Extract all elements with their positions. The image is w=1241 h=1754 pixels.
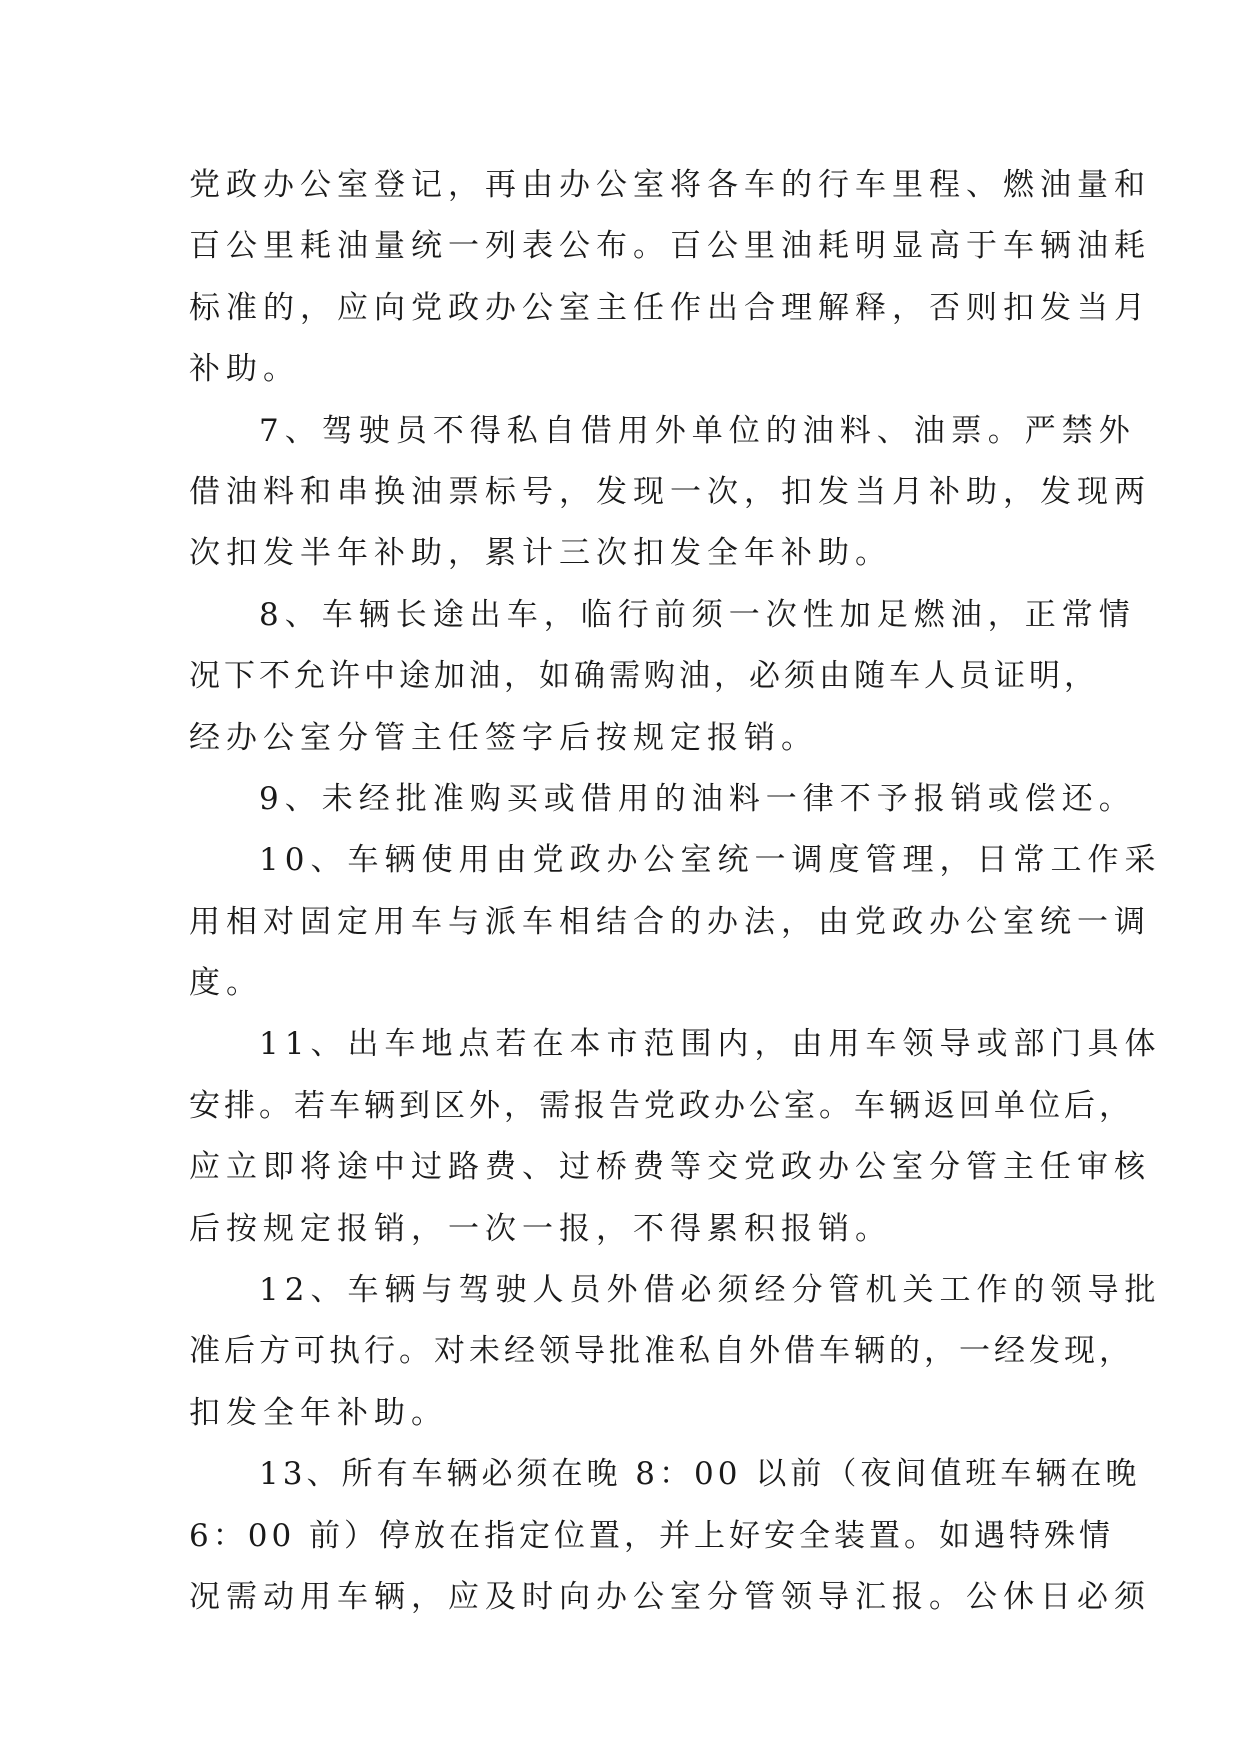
text-line: 用相对固定用车与派车相结合的办法，由党政办公室统一调 bbox=[189, 903, 1151, 940]
text-line: 扣发全年补助。 bbox=[189, 1394, 448, 1431]
text-line: 后按规定报销，一次一报，不得累积报销。 bbox=[189, 1210, 892, 1247]
text-line: 党政办公室登记，再由办公室将各车的行车里程、燃油量和 bbox=[189, 167, 1151, 203]
text-line: 6：00 前）停放在指定位置，并上好安全装置。如遇特殊情 bbox=[189, 1517, 1115, 1554]
text-line: 应立即将途中过路费、过桥费等交党政办公室分管主任审核 bbox=[189, 1149, 1151, 1186]
text-line: 标准的，应向党政办公室主任作出合理解释，否则扣发当月 bbox=[189, 289, 1151, 326]
text-line: 借油料和串换油票标号，发现一次，扣发当月补助，发现两 bbox=[189, 473, 1151, 510]
paragraph-9-line: 9、未经批准购买或借用的油料一律不予报销或偿还。 bbox=[259, 780, 1136, 817]
paragraph-12-line: 12、车辆与驾驶人员外借必须经分管机关工作的领导批 bbox=[259, 1272, 1162, 1309]
paragraph-13-line: 13、所有车辆必须在晚 8：00 以前（夜间值班车辆在晚 bbox=[259, 1456, 1141, 1493]
text-line: 安排。若车辆到区外，需报告党政办公室。车辆返回单位后， bbox=[189, 1087, 1134, 1124]
text-line: 况下不允许中途加油，如确需购油，必须由随车人员证明， bbox=[189, 658, 1099, 695]
text-line: 经办公室分管主任签字后按规定报销。 bbox=[189, 719, 818, 756]
paragraph-10-line: 10、车辆使用由党政办公室统一调度管理，日常工作采 bbox=[259, 842, 1162, 879]
document-page bbox=[189, 155, 1162, 1628]
paragraph-7-line: 7、驾驶员不得私自借用外单位的油料、油票。严禁外 bbox=[259, 412, 1136, 449]
text-line: 准后方可执行。对未经领导批准私自外借车辆的，一经发现， bbox=[189, 1333, 1134, 1370]
text-line: 百公里耗油量统一列表公布。百公里油耗明显高于车辆油耗 bbox=[189, 228, 1151, 265]
paragraph-11-line: 11、出车地点若在本市范围内，由用车领导或部门具体 bbox=[259, 1026, 1162, 1063]
text-line: 况需动用车辆，应及时向办公室分管领导汇报。公休日必须 bbox=[189, 1578, 1151, 1615]
text-line: 次扣发半年补助，累计三次扣发全年补助。 bbox=[189, 535, 892, 572]
text-line: 补助。 bbox=[189, 351, 300, 388]
paragraph-8-line: 8、车辆长途出车，临行前须一次性加足燃油，正常情 bbox=[259, 596, 1136, 633]
text-line: 度。 bbox=[189, 965, 263, 1002]
